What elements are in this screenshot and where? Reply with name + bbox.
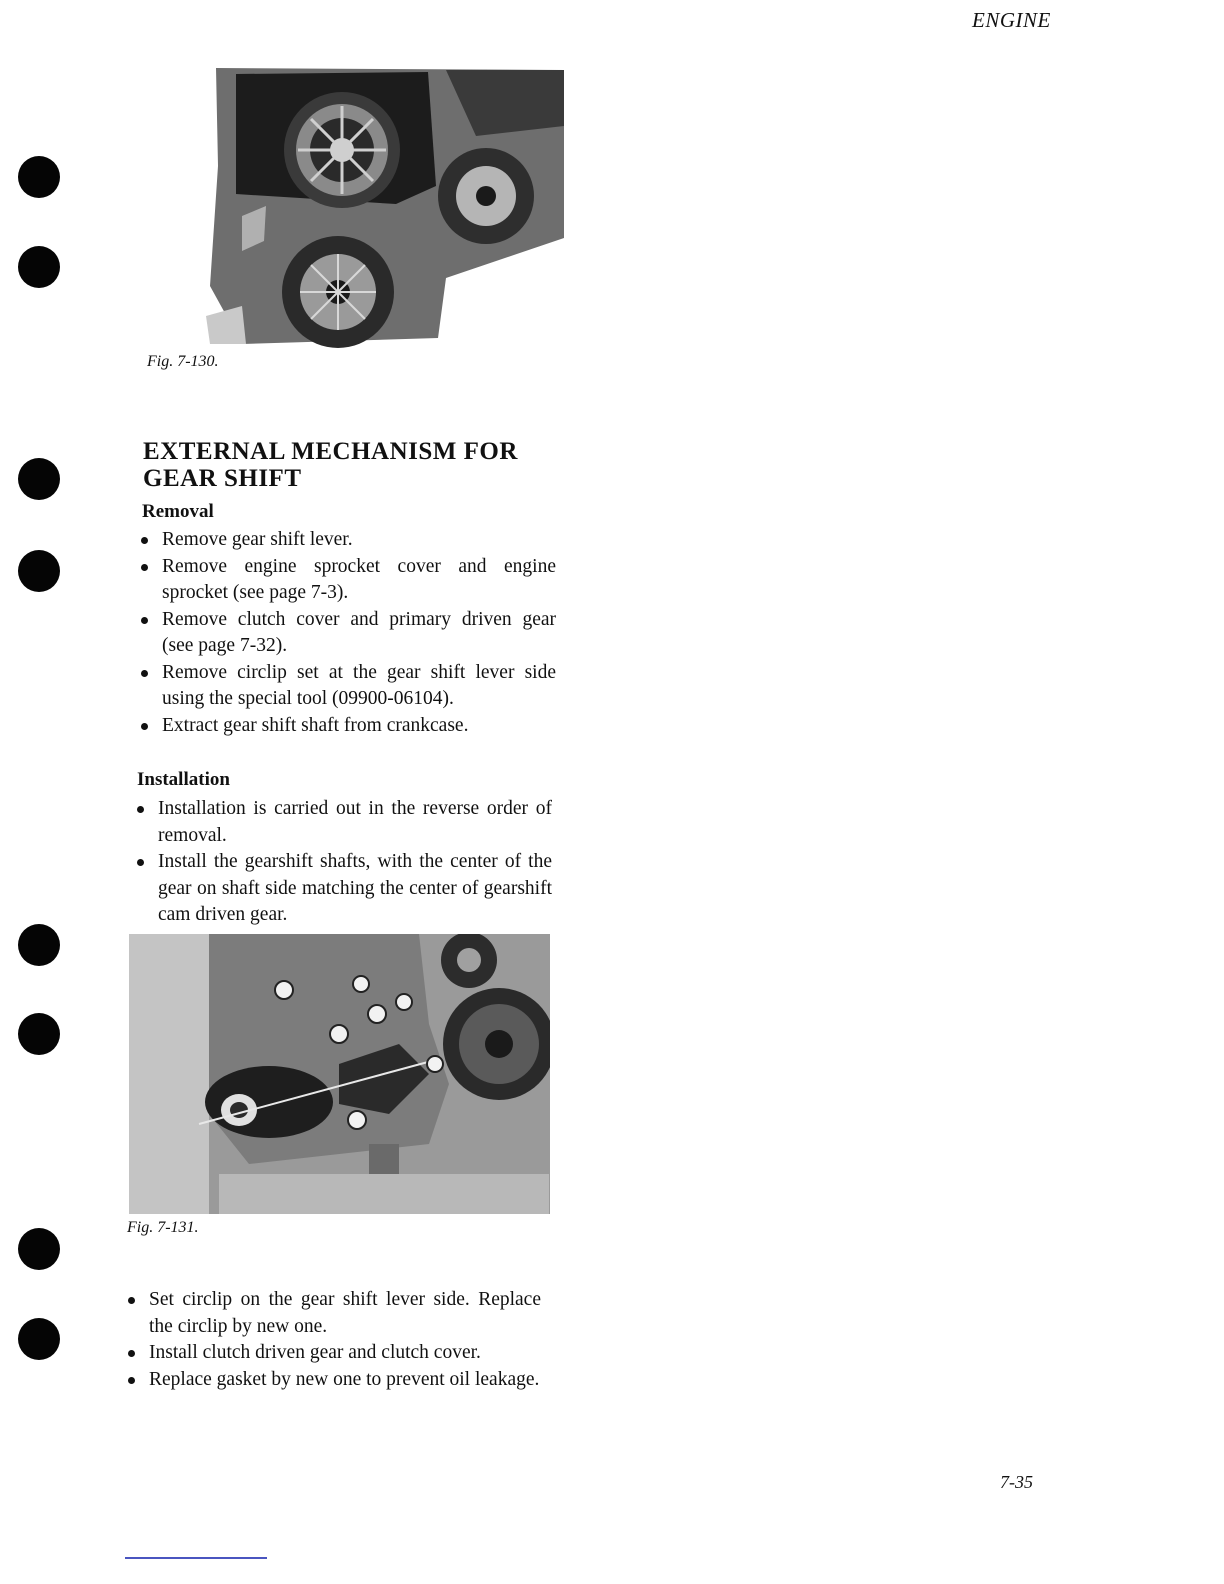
- running-header: ENGINE: [972, 8, 1051, 32]
- punch-hole: [18, 458, 60, 500]
- section-heading-line: EXTERNAL MECHANISM FOR: [143, 438, 518, 465]
- list-item-text: Remove gear shift lever.: [162, 529, 353, 550]
- bullet-icon: [141, 564, 148, 571]
- list-item-text: Remove engine sprocket cover and engine sprocket (see page 7-3).: [162, 555, 556, 603]
- bullet-icon: [137, 859, 144, 866]
- list-item: [140, 660, 556, 713]
- punch-hole: [18, 1013, 60, 1055]
- punch-hole: [18, 1318, 60, 1360]
- bullet-icon: [128, 1297, 135, 1304]
- figure-7-130-photo: [146, 66, 564, 348]
- list-item: [140, 713, 556, 740]
- bullet-icon: [137, 806, 144, 813]
- removal-list: [140, 527, 556, 739]
- bullet-icon: [141, 537, 148, 544]
- removal-heading: Removal: [142, 501, 214, 522]
- list-item: [127, 1287, 541, 1340]
- section-heading-line: GEAR SHIFT: [143, 465, 302, 492]
- list-item-text: Installation is carried out in the reverse order of removal.: [158, 798, 552, 846]
- list-item: [140, 527, 556, 554]
- bullet-icon: [128, 1377, 135, 1384]
- list-item-text: Install clutch driven gear and clutch cover.: [149, 1342, 481, 1363]
- list-item: [136, 796, 552, 849]
- list-item: [136, 849, 552, 929]
- list-item-text: Install the gearshift shafts, with the center of the gear on shaft side matching the center of gearshift cam driven gear.: [158, 851, 552, 925]
- punch-hole: [18, 246, 60, 288]
- bullet-icon: [128, 1350, 135, 1357]
- page-number: 7-35: [1000, 1472, 1033, 1492]
- list-item: [140, 554, 556, 607]
- list-item-text: Extract gear shift shaft from crankcase.: [162, 714, 469, 736]
- list-item-text: Replace gasket by new one to prevent oil leakage.: [149, 1368, 540, 1390]
- list-item-text: Remove circlip set at the gear shift lever side using the special tool (09900-06104).: [162, 661, 556, 709]
- punch-hole: [18, 924, 60, 966]
- figure-caption: Fig. 7-131.: [127, 1219, 199, 1236]
- footer-rule: [125, 1557, 267, 1559]
- figure-caption: Fig. 7-130.: [147, 353, 219, 370]
- list-item: [127, 1367, 541, 1394]
- section-heading: [143, 438, 518, 492]
- final-steps-list: [127, 1287, 541, 1393]
- installation-list: [136, 796, 552, 929]
- list-item-text: Set circlip on the gear shift lever side. Replace the circlip by new one.: [149, 1289, 541, 1337]
- list-item: [140, 607, 556, 660]
- punch-hole: [18, 1228, 60, 1270]
- list-item: [127, 1340, 541, 1367]
- bullet-icon: [141, 723, 148, 730]
- punch-hole: [18, 550, 60, 592]
- bullet-icon: [141, 617, 148, 624]
- installation-heading: Installation: [137, 769, 230, 790]
- figure-7-131-photo: [129, 934, 550, 1214]
- list-item-text: Remove clutch cover and primary driven gear (see page 7-32).: [162, 608, 556, 656]
- punch-hole: [18, 156, 60, 198]
- bullet-icon: [141, 670, 148, 677]
